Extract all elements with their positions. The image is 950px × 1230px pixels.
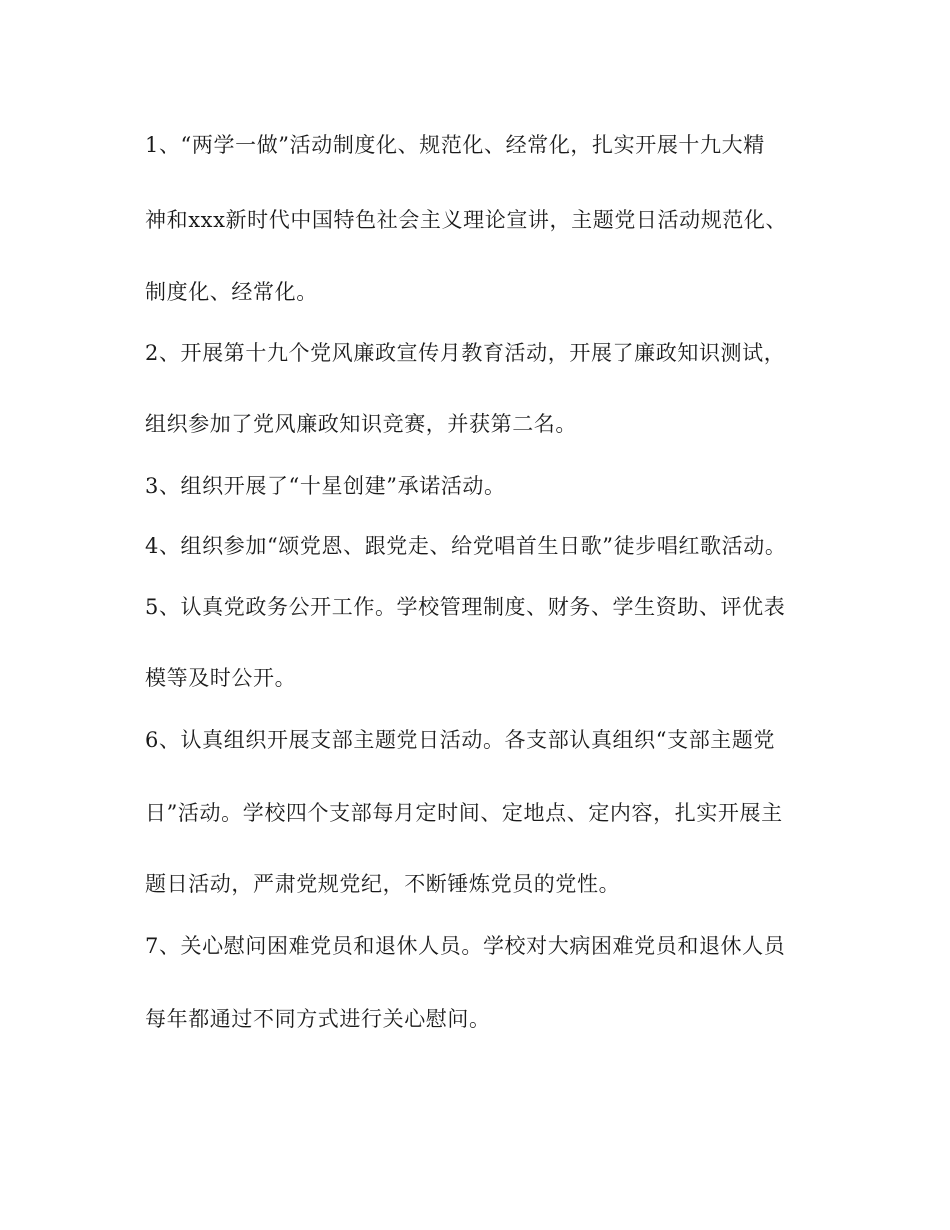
item-6-line-1: 6、认真组织开展支部主题党日活动。各支部认真组织“支部主题党 <box>145 728 776 752</box>
item-6-line-3: 题日活动，严肃党规党纪，不断锤炼党员的党性。 <box>145 872 621 896</box>
item-2-line-2: 组织参加了党风廉政知识竞赛，并获第二名。 <box>145 412 577 436</box>
item-1-line-3: 制度化、经常化。 <box>145 280 318 304</box>
item-6-line-2: 日”活动。学校四个支部每月定时间、定地点、定内容，扎实开展主 <box>145 801 783 825</box>
item-7-line-2: 每年都通过不同方式进行关心慰问。 <box>145 1007 491 1031</box>
item-5-line-1: 5、认真党政务公开工作。学校管理制度、财务、学生资助、评优表 <box>145 595 786 619</box>
item-1-line-2: 神和xxx新时代中国特色社会主义理论宣讲，主题党日活动规范化、 <box>145 208 788 232</box>
item-5-line-2: 模等及时公开。 <box>145 666 297 690</box>
item-1-line-1: 1、“两学一做”活动制度化、规范化、经常化，扎实开展十九大精 <box>145 133 765 157</box>
item-4-line-1: 4、组织参加“颂党恩、跟党走、给党唱首生日歌”徒步唱红歌活动。 <box>145 534 787 558</box>
item-2-line-1: 2、开展第十九个党风廉政宣传月教育活动，开展了廉政知识测试， <box>145 341 786 365</box>
item-3-line-1: 3、组织开展了“十星创建”承诺活动。 <box>145 474 506 498</box>
item-7-line-1: 7、关心慰问困难党员和退休人员。学校对大病困难党员和退休人员 <box>145 934 786 958</box>
